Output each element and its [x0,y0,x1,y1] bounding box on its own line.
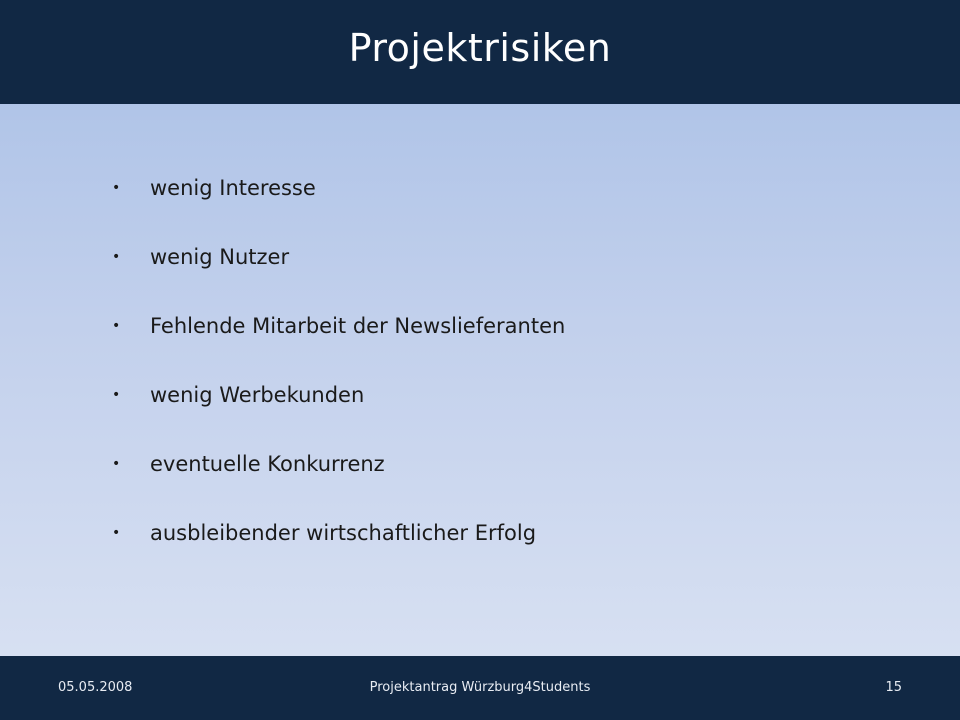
bullet-text: wenig Nutzer [150,245,290,269]
list-item [112,237,565,277]
bullet-icon: • [112,180,121,196]
bullet-text: eventuelle Konkurrenz [150,452,385,476]
bullet-text: wenig Interesse [150,176,316,200]
footer-date: 05.05.2008 [58,680,133,695]
bullet-text: Fehlende Mitarbeit der Newslieferanten [150,314,566,338]
bullet-icon: • [112,525,121,541]
bullet-text: wenig Werbekunden [150,383,365,407]
bullet-icon: • [112,249,121,265]
slide-title: Projektrisiken [348,26,612,70]
list-item [112,513,565,553]
bullet-icon: • [112,456,121,472]
list-item [112,168,565,208]
bullet-text: ausbleibender wirtschaftlicher Erfolg [150,521,537,545]
footer-title: Projektantrag Würzburg4Students [369,680,591,695]
bullet-icon: • [112,387,121,403]
page-number: 15 [885,680,902,695]
list-item [112,306,565,346]
footer-bar [0,656,960,720]
list-item [112,444,565,484]
title-bar [0,0,960,104]
list-item [112,375,565,415]
bullet-list [112,168,565,582]
bullet-icon: • [112,318,121,334]
